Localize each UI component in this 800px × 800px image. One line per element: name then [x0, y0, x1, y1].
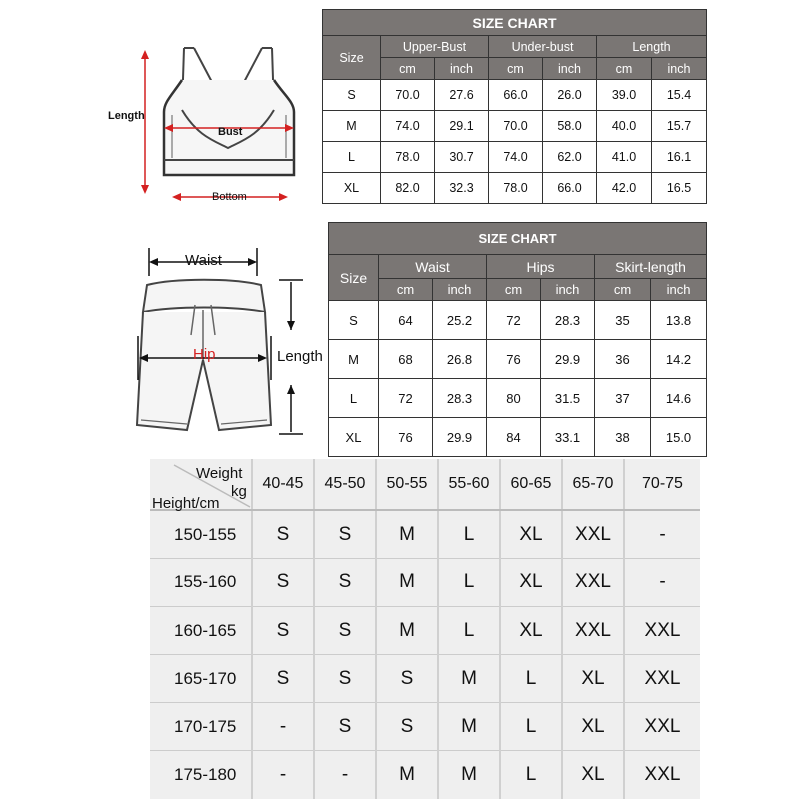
- value-cell: 15.7: [652, 111, 707, 142]
- size-cell: -: [314, 751, 376, 799]
- size-cell: XXL: [562, 558, 624, 606]
- value-cell: 39.0: [597, 80, 652, 111]
- height-cell: 165-170: [150, 655, 252, 703]
- waist-label: Waist: [185, 252, 222, 269]
- size-cell: S: [376, 703, 438, 751]
- unit-header: inch: [651, 279, 707, 301]
- height-cell: 170-175: [150, 703, 252, 751]
- shorts-drawing: [125, 240, 330, 445]
- value-cell: 76: [379, 418, 433, 457]
- value-cell: 64: [379, 301, 433, 340]
- size-cell: XXL: [624, 751, 700, 799]
- weight-height-chart: [150, 459, 700, 799]
- shorts-size-chart: [328, 222, 707, 457]
- chart-title: SIZE CHART: [329, 223, 707, 255]
- bra-size-chart: [322, 9, 707, 204]
- size-cell: XXL: [562, 606, 624, 654]
- value-cell: 30.7: [435, 142, 489, 173]
- size-cell: M: [438, 703, 500, 751]
- value-cell: 29.1: [435, 111, 489, 142]
- value-cell: 14.2: [651, 340, 707, 379]
- size-cell: XXL: [624, 606, 700, 654]
- height-axis-label: Height/cm: [152, 495, 220, 512]
- value-cell: 25.2: [433, 301, 487, 340]
- value-cell: 26.8: [433, 340, 487, 379]
- size-cell: L: [438, 558, 500, 606]
- value-cell: 13.8: [651, 301, 707, 340]
- size-cell: XL: [562, 751, 624, 799]
- shorts-illustration: [125, 240, 330, 445]
- value-cell: 35: [595, 301, 651, 340]
- value-cell: 70.0: [381, 80, 435, 111]
- table-row: [329, 301, 707, 340]
- table-row: [150, 751, 700, 799]
- weight-axis-label: Weight: [196, 465, 243, 482]
- value-cell: 15.0: [651, 418, 707, 457]
- unit-header: cm: [381, 58, 435, 80]
- table-row: [329, 418, 707, 457]
- unit-header: cm: [597, 58, 652, 80]
- value-cell: 66.0: [489, 80, 543, 111]
- size-cell: S: [314, 655, 376, 703]
- size-cell: XL: [562, 703, 624, 751]
- size-cell: S: [314, 606, 376, 654]
- size-cell: S: [314, 703, 376, 751]
- value-cell: 80: [487, 379, 541, 418]
- size-cell: S: [252, 510, 314, 558]
- size-cell: -: [252, 751, 314, 799]
- size-cell: XL: [562, 655, 624, 703]
- unit-header: cm: [595, 279, 651, 301]
- size-cell: XL: [500, 558, 562, 606]
- value-cell: 66.0: [543, 173, 597, 204]
- bra-drawing: [112, 40, 322, 210]
- value-cell: 72: [487, 301, 541, 340]
- value-cell: 78.0: [381, 142, 435, 173]
- size-cell: L: [438, 606, 500, 654]
- kg-unit-label: kg: [231, 483, 247, 500]
- value-cell: 27.6: [435, 80, 489, 111]
- value-cell: 84: [487, 418, 541, 457]
- value-cell: 72: [379, 379, 433, 418]
- value-cell: 76: [487, 340, 541, 379]
- table-row: [150, 655, 700, 703]
- size-cell: S: [252, 558, 314, 606]
- size-cell: M: [323, 111, 381, 142]
- weight-header: 60-65: [500, 459, 562, 510]
- group-header: Length: [597, 36, 707, 58]
- unit-header: inch: [433, 279, 487, 301]
- value-cell: 74.0: [489, 142, 543, 173]
- size-cell: L: [500, 751, 562, 799]
- size-cell: L: [438, 510, 500, 558]
- unit-header: inch: [543, 58, 597, 80]
- value-cell: 28.3: [433, 379, 487, 418]
- value-cell: 16.1: [652, 142, 707, 173]
- size-cell: XL: [323, 173, 381, 204]
- size-cell: -: [624, 510, 700, 558]
- weight-header: 45-50: [314, 459, 376, 510]
- weight-header: 65-70: [562, 459, 624, 510]
- value-cell: 36: [595, 340, 651, 379]
- size-cell: XL: [500, 510, 562, 558]
- size-header: Size: [323, 36, 381, 80]
- group-header: Hips: [487, 255, 595, 279]
- value-cell: 38: [595, 418, 651, 457]
- size-cell: L: [323, 142, 381, 173]
- height-cell: 160-165: [150, 606, 252, 654]
- value-cell: 74.0: [381, 111, 435, 142]
- table-row: [150, 558, 700, 606]
- table-row: [150, 510, 700, 558]
- bottom-label: Bottom: [212, 191, 247, 203]
- value-cell: 41.0: [597, 142, 652, 173]
- value-cell: 78.0: [489, 173, 543, 204]
- size-cell: M: [438, 655, 500, 703]
- unit-header: inch: [541, 279, 595, 301]
- size-cell: M: [376, 558, 438, 606]
- table-row: [323, 142, 707, 173]
- bust-label: Bust: [218, 126, 243, 138]
- value-cell: 29.9: [541, 340, 595, 379]
- size-cell: L: [500, 655, 562, 703]
- size-cell: S: [314, 510, 376, 558]
- size-cell: XXL: [562, 510, 624, 558]
- height-cell: 175-180: [150, 751, 252, 799]
- weight-header: 70-75: [624, 459, 700, 510]
- corner-header: [150, 459, 252, 510]
- unit-header: inch: [435, 58, 489, 80]
- value-cell: 31.5: [541, 379, 595, 418]
- size-cell: M: [376, 510, 438, 558]
- weight-header: 55-60: [438, 459, 500, 510]
- weight-header: 50-55: [376, 459, 438, 510]
- value-cell: 29.9: [433, 418, 487, 457]
- size-header: Size: [329, 255, 379, 301]
- value-cell: 16.5: [652, 173, 707, 204]
- size-cell: -: [252, 703, 314, 751]
- size-cell: S: [314, 558, 376, 606]
- weight-header: 40-45: [252, 459, 314, 510]
- height-cell: 155-160: [150, 558, 252, 606]
- size-cell: S: [329, 301, 379, 340]
- value-cell: 40.0: [597, 111, 652, 142]
- value-cell: 26.0: [543, 80, 597, 111]
- unit-header: cm: [487, 279, 541, 301]
- length-label: Length: [108, 110, 145, 122]
- size-cell: XXL: [624, 655, 700, 703]
- value-cell: 28.3: [541, 301, 595, 340]
- size-cell: S: [252, 655, 314, 703]
- group-header: Waist: [379, 255, 487, 279]
- chart-title: SIZE CHART: [323, 10, 707, 36]
- height-cell: 150-155: [150, 510, 252, 558]
- unit-header: cm: [379, 279, 433, 301]
- table-row: [323, 80, 707, 111]
- table-row: [150, 606, 700, 654]
- group-header: Upper-Bust: [381, 36, 489, 58]
- size-cell: M: [376, 606, 438, 654]
- size-cell: XL: [329, 418, 379, 457]
- length-label: Length: [277, 348, 323, 365]
- table-row: [329, 379, 707, 418]
- group-header: Skirt-length: [595, 255, 707, 279]
- value-cell: 58.0: [543, 111, 597, 142]
- size-cell: S: [323, 80, 381, 111]
- size-cell: -: [624, 558, 700, 606]
- value-cell: 70.0: [489, 111, 543, 142]
- size-cell: L: [500, 703, 562, 751]
- value-cell: 82.0: [381, 173, 435, 204]
- table-row: [323, 173, 707, 204]
- value-cell: 37: [595, 379, 651, 418]
- value-cell: 14.6: [651, 379, 707, 418]
- value-cell: 62.0: [543, 142, 597, 173]
- hip-label: Hip: [193, 346, 216, 363]
- value-cell: 42.0: [597, 173, 652, 204]
- value-cell: 33.1: [541, 418, 595, 457]
- unit-header: cm: [489, 58, 543, 80]
- size-cell: S: [376, 655, 438, 703]
- size-cell: S: [252, 606, 314, 654]
- size-cell: L: [329, 379, 379, 418]
- value-cell: 32.3: [435, 173, 489, 204]
- value-cell: 15.4: [652, 80, 707, 111]
- size-cell: M: [329, 340, 379, 379]
- group-header: Under-bust: [489, 36, 597, 58]
- size-cell: M: [376, 751, 438, 799]
- unit-header: inch: [652, 58, 707, 80]
- size-cell: XXL: [624, 703, 700, 751]
- size-cell: XL: [500, 606, 562, 654]
- bra-illustration: [108, 40, 322, 210]
- table-row: [323, 111, 707, 142]
- table-row: [329, 340, 707, 379]
- value-cell: 68: [379, 340, 433, 379]
- size-cell: M: [438, 751, 500, 799]
- table-row: [150, 703, 700, 751]
